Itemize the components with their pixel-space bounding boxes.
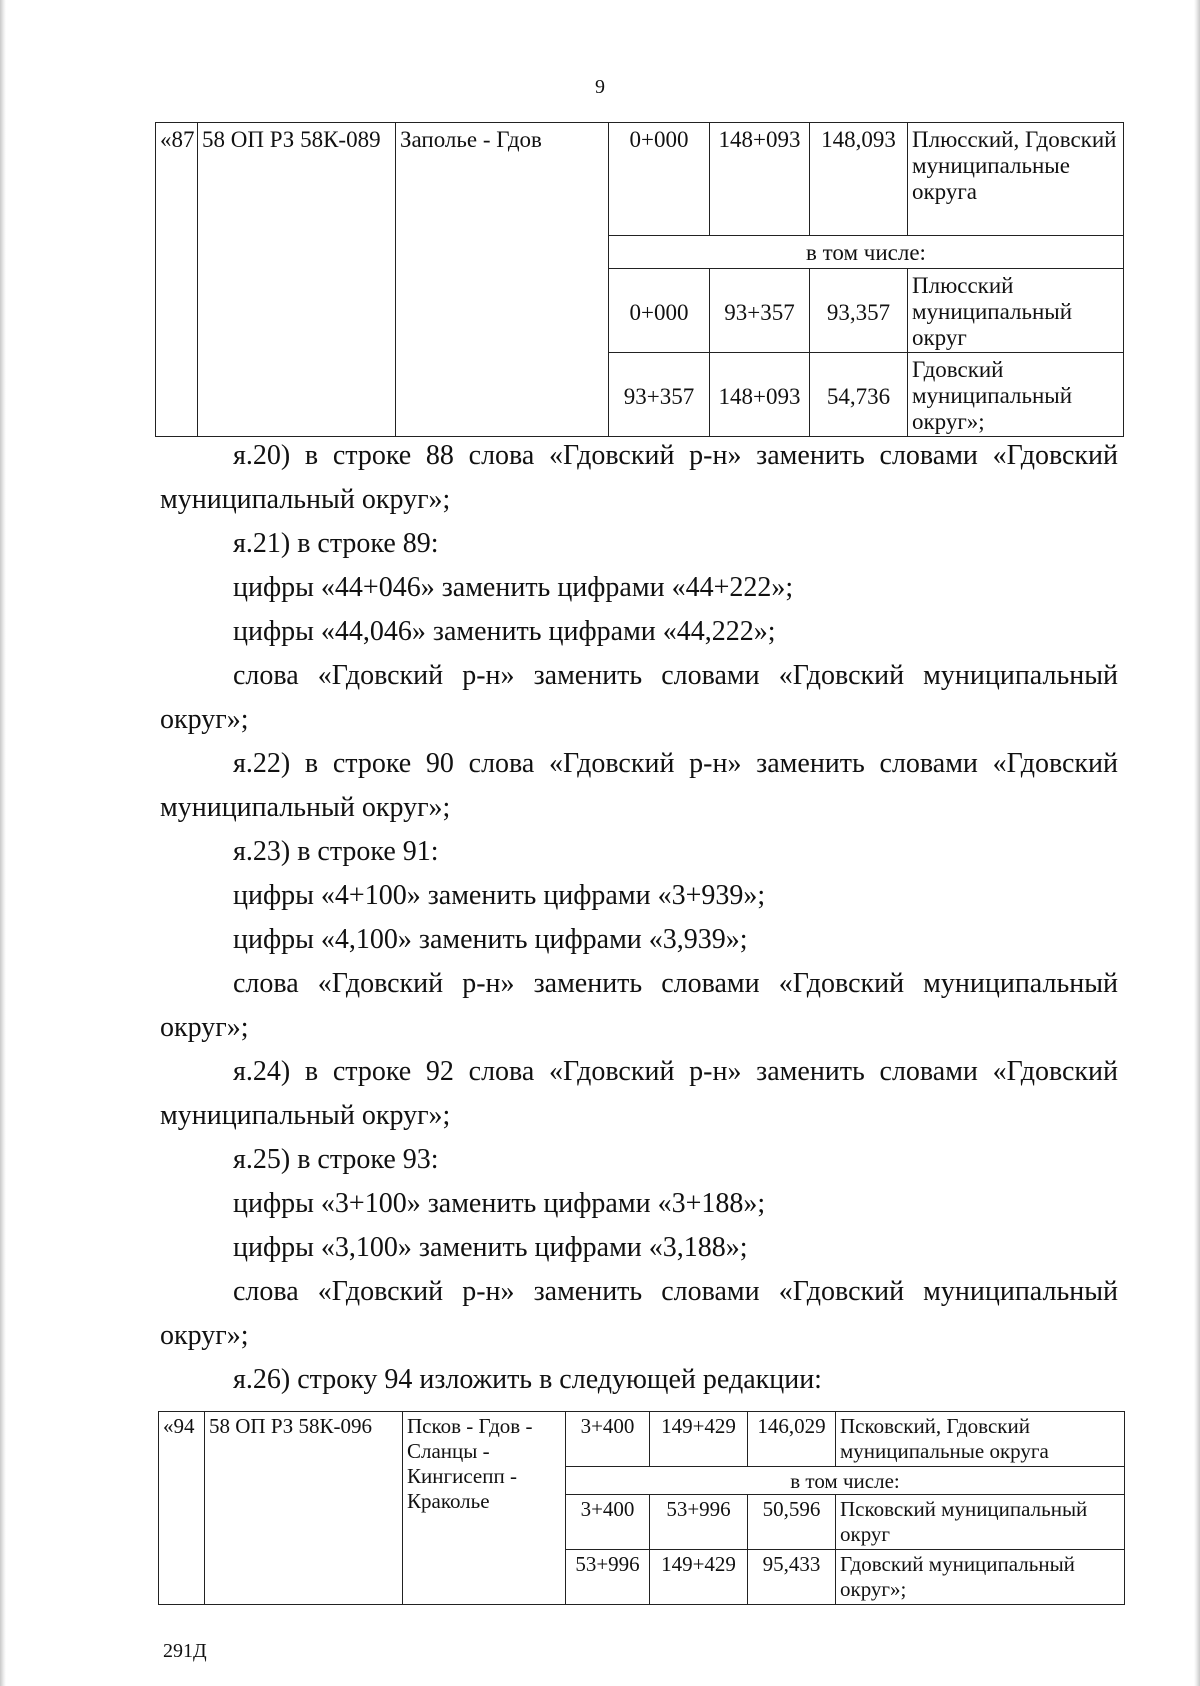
row-number: «87 bbox=[156, 123, 198, 437]
sub-length-km: 93,357 bbox=[810, 269, 908, 353]
road-code: 58 ОП РЗ 58К-096 bbox=[205, 1412, 403, 1605]
sub-start-km: 53+996 bbox=[566, 1550, 650, 1605]
road-name: Заполье - Гдов bbox=[396, 123, 609, 437]
amendment-23-digits-2: цифры «4,100» заменить цифрами «3,939»; bbox=[233, 924, 748, 955]
amendment-25-heading: я.25) в строке 93: bbox=[233, 1144, 439, 1175]
length-km: 148,093 bbox=[810, 123, 908, 236]
amendment-24-line-1: я.24) в строке 92 слова «Гдовский р-н» заменить словами «Гдовский bbox=[233, 1056, 1118, 1087]
amendment-22-line-2: муниципальный округ»; bbox=[160, 792, 451, 823]
sub-district: Плюсский муниципальный округ bbox=[908, 269, 1124, 353]
page-number: 9 bbox=[595, 76, 605, 98]
amendment-list bbox=[160, 434, 1118, 1402]
amendment-23-digits-1: цифры «4+100» заменить цифрами «3+939»; bbox=[233, 880, 766, 911]
sub-end-km: 149+429 bbox=[650, 1550, 748, 1605]
scan-edge-right bbox=[1194, 0, 1200, 1686]
end-km: 148+093 bbox=[710, 123, 810, 236]
districts: Плюсский, Гдовский муниципальные округа bbox=[908, 123, 1124, 236]
road-table-row-94 bbox=[158, 1411, 1125, 1605]
amendment-23-words-line-1: слова «Гдовский р-н» заменить словами «Гдовский муниципальный bbox=[233, 968, 1118, 999]
road-table-row-87 bbox=[155, 122, 1124, 437]
amendment-23-heading: я.23) в строке 91: bbox=[233, 836, 439, 867]
amendment-21-words-line-2: округ»; bbox=[160, 704, 249, 735]
sub-length-km: 54,736 bbox=[810, 353, 908, 437]
amendment-25-digits-1: цифры «3+100» заменить цифрами «3+188»; bbox=[233, 1188, 766, 1219]
sub-length-km: 50,596 bbox=[748, 1495, 836, 1550]
amendment-21-words-line-1: слова «Гдовский р-н» заменить словами «Гдовский муниципальный bbox=[233, 660, 1118, 691]
end-km: 149+429 bbox=[650, 1412, 748, 1467]
sub-end-km: 53+996 bbox=[650, 1495, 748, 1550]
sub-district: Псковский муниципальный округ bbox=[836, 1495, 1125, 1550]
including-label: в том числе: bbox=[609, 236, 1124, 269]
amendment-26-heading: я.26) строку 94 изложить в следующей редакции: bbox=[233, 1364, 822, 1395]
amendment-24-line-2: муниципальный округ»; bbox=[160, 1100, 451, 1131]
sub-start-km: 93+357 bbox=[609, 353, 710, 437]
sub-length-km: 95,433 bbox=[748, 1550, 836, 1605]
document-code: 291Д bbox=[163, 1640, 207, 1662]
amendment-23-words-line-2: округ»; bbox=[160, 1012, 249, 1043]
amendment-21-heading: я.21) в строке 89: bbox=[233, 528, 439, 559]
amendment-20-line-1: я.20) в строке 88 слова «Гдовский р-н» заменить словами «Гдовский bbox=[233, 440, 1118, 471]
length-km: 146,029 bbox=[748, 1412, 836, 1467]
amendment-20-line-2: муниципальный округ»; bbox=[160, 484, 451, 515]
sub-start-km: 0+000 bbox=[609, 269, 710, 353]
amendment-22-line-1: я.22) в строке 90 слова «Гдовский р-н» заменить словами «Гдовский bbox=[233, 748, 1118, 779]
row-number: «94 bbox=[159, 1412, 205, 1605]
sub-end-km: 148+093 bbox=[710, 353, 810, 437]
sub-district: Гдовский муниципальный округ»; bbox=[836, 1550, 1125, 1605]
amendment-25-words-line-1: слова «Гдовский р-н» заменить словами «Гдовский муниципальный bbox=[233, 1276, 1118, 1307]
amendment-25-digits-2: цифры «3,100» заменить цифрами «3,188»; bbox=[233, 1232, 748, 1263]
amendment-21-digits-2: цифры «44,046» заменить цифрами «44,222»; bbox=[233, 616, 776, 647]
start-km: 3+400 bbox=[566, 1412, 650, 1467]
sub-start-km: 3+400 bbox=[566, 1495, 650, 1550]
sub-district: Гдовский муниципальный округ»; bbox=[908, 353, 1124, 437]
including-label: в том числе: bbox=[566, 1467, 1125, 1495]
sub-end-km: 93+357 bbox=[710, 269, 810, 353]
road-name: Псков - Гдов - Сланцы - Кингисепп - Краколье bbox=[403, 1412, 566, 1605]
districts: Псковский, Гдовский муниципальные округа bbox=[836, 1412, 1125, 1467]
amendment-21-digits-1: цифры «44+046» заменить цифрами «44+222»; bbox=[233, 572, 794, 603]
scan-edge-left bbox=[0, 0, 6, 1686]
start-km: 0+000 bbox=[609, 123, 710, 236]
road-code: 58 ОП РЗ 58К-089 bbox=[198, 123, 396, 437]
amendment-25-words-line-2: округ»; bbox=[160, 1320, 249, 1351]
